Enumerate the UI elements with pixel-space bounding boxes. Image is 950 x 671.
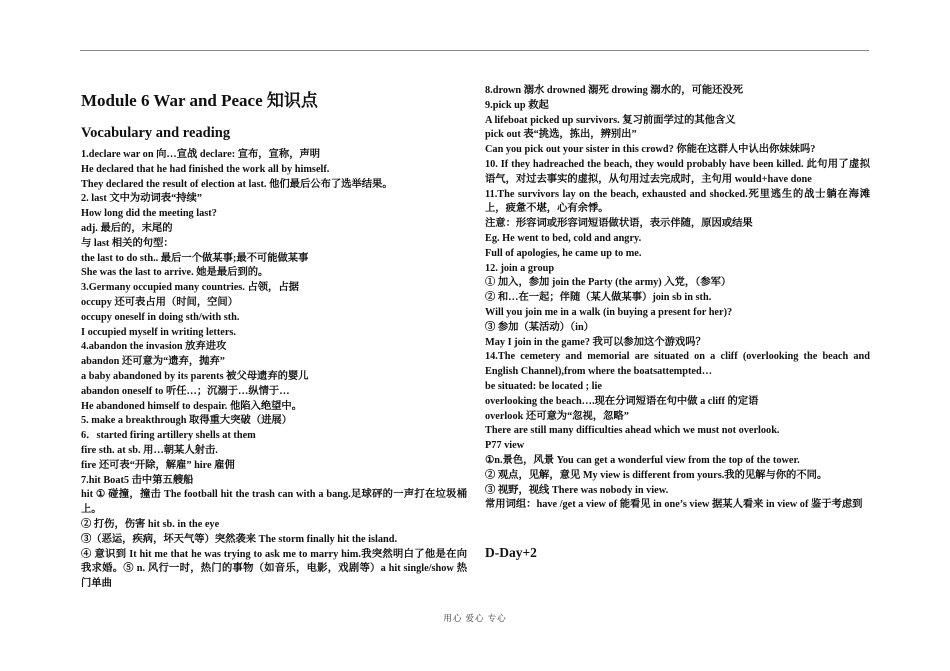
- text-line: ①n.景色，风景 You can get a wonderful view from the top of the tower.: [485, 454, 800, 466]
- text-line: adj. 最后的，末尾的: [81, 222, 173, 234]
- text-line: ② 观点，见解，意见 My view is different from yours.我的见解与你的不同。: [485, 469, 828, 481]
- text-line: be situated: be located ; lie: [485, 380, 602, 392]
- text-line: 与 last 相关的句型：: [81, 237, 174, 249]
- right-paragraph-11: 11.The survivors lay on the beach, exhausted and shocked.死里逃生的战士躺在海滩上，疲惫不堪，心有余悸。: [485, 188, 870, 215]
- text-line: 注意：形容词或形容词短语做状语，表示伴随，原因或结果: [485, 218, 753, 230]
- page-title: Module 6 War and Peace 知识点: [81, 91, 318, 110]
- header-rule: [80, 50, 869, 51]
- text-line: the last to do sth.. 最后一个做某事;最不可能做某事: [81, 252, 309, 264]
- text-line: ③ 参加（某活动）（in）: [485, 321, 594, 333]
- text-line: occupy oneself in doing sth/with sth.: [81, 311, 240, 323]
- left-lines-2: [81, 518, 467, 548]
- text-line: 8.drown 溺水 drowned 溺死 drowing 溺水的，可能还没死: [485, 85, 744, 96]
- text-line: May I join in the game? 我可以参加这个游戏吗？: [485, 336, 706, 348]
- text-line: ① 加入，参加 join the Party (the army) 入党，（参军）: [485, 277, 732, 289]
- left-lines: [81, 148, 467, 488]
- text-line: P77 view: [485, 440, 525, 452]
- text-line: fire 还可表“开除，解雇” hire 雇佣: [81, 459, 235, 471]
- text-line: Full of apologies, he came up to me.: [485, 247, 642, 259]
- text-line: 2. last 文中为动词表“持续”: [81, 193, 202, 205]
- right-column: [485, 84, 870, 562]
- text-line: 1.declare war on 向…宣战 declare: 宣布，宣称，声明: [81, 149, 321, 160]
- left-paragraph-hit: hit ① 碰撞，撞击 The football hit the trash can with a bang.足球砰的一声打在垃圾桶上。: [81, 489, 467, 516]
- text-line: 6．started firing artillery shells at them: [81, 430, 256, 442]
- text-line: They declared the result of election at last. 他们最后公布了选举结果。: [81, 178, 393, 190]
- text-line: occupy 还可表占用（时间，空间）: [81, 296, 239, 308]
- text-line: Will you join me in a walk (in buying a present for her)?: [485, 306, 733, 318]
- text-line: fire sth. at sb. 用…朝某人射击.: [81, 444, 218, 456]
- text-line: A lifeboat picked up survivors. 复习前面学过的其他含义: [485, 114, 736, 126]
- right-lines: [485, 84, 870, 158]
- text-line: She was the last to arrive. 她是最后到的。: [81, 267, 269, 279]
- spacer: [485, 513, 870, 544]
- page-footer: 用心 爱心 专心: [443, 613, 507, 623]
- text-line: There are still many difficulties ahead which we must not overlook.: [485, 425, 780, 437]
- text-line: ③ 视野，视线 There was nobody in view.: [485, 484, 669, 496]
- text-line: 3.Germany occupied many countries. 占领，占据: [81, 282, 299, 294]
- text-line: overlooking the beach….现在分词短语在句中做 a cliff 的定语: [485, 395, 759, 407]
- text-line: abandon 还可意为“遗弃，抛弃”: [81, 356, 225, 368]
- right-lines-2: [485, 217, 870, 350]
- section-heading-dday: D-Day+2: [485, 545, 537, 561]
- text-line: I occupied myself in writing letters.: [81, 326, 237, 338]
- text-line: He abandoned himself to despair. 他陷入绝望中。: [81, 400, 303, 412]
- text-line: He declared that he had finished the work all by himself.: [81, 163, 330, 175]
- left-paragraph-hit-2: ④ 意识到 It hit me that he was trying to ask me to marry him.我突然明白了他是在向我求婚。⑤ n. 风行一时，热门的事物（如音乐，电影，戏剧等）a hit single/show 热门单曲: [81, 548, 467, 590]
- text-line: Can you pick out your sister in this crowd? 你能在这群人中认出你妹妹吗?: [485, 144, 816, 156]
- text-line: How long did the meeting last?: [81, 208, 217, 220]
- text-line: 12. join a group: [485, 262, 555, 274]
- right-paragraph-14: 14.The cemetery and memorial are situated on a cliff (overlooking the beach and English Channel),from where the boatsattempted…: [485, 351, 870, 378]
- text-line: overlook 还可意为“忽视，忽略”: [485, 410, 629, 422]
- text-line: Eg. He went to bed, cold and angry.: [485, 232, 642, 244]
- section-heading: Vocabulary and reading: [81, 125, 231, 141]
- text-line: 5. make a breakthrough 取得重大突破（进展）: [81, 415, 293, 427]
- text-line: ② 打伤，伤害 hit sb. in the eye: [81, 518, 220, 530]
- right-paragraph-phrases: 常用词组：have /get a view of 能看见 in one’s view 据某人看来 in view of 鉴于考虑到: [485, 499, 863, 511]
- text-line: ② 和…在一起；伴随（某人做某事）join sb in sth.: [485, 292, 712, 304]
- text-line: a baby abandoned by its parents 被父母遗弃的婴儿: [81, 370, 309, 382]
- text-line: pick out 表“挑选，拣出，辨别出”: [485, 129, 637, 141]
- right-lines-3: [485, 380, 870, 498]
- text-line: 7.hit Boat5 击中第五艘船: [81, 474, 194, 486]
- left-column: [81, 84, 467, 592]
- text-line: ③（恶运，疾病，坏天气等）突然袭来 The storm finally hit the island.: [81, 533, 398, 545]
- right-paragraph-10: 10. If they hadreached the beach, they would probably have been killed. 此句用了虚拟语气，对过去事实的虚拟，从句用过去完成时，主句用 would+have done: [485, 158, 870, 185]
- text-line: 4.abandon the invasion 放弃进攻: [81, 341, 227, 353]
- text-line: 9.pick up 救起: [485, 99, 549, 111]
- text-line: abandon oneself to 听任…；沉溺于…纵情于…: [81, 385, 290, 397]
